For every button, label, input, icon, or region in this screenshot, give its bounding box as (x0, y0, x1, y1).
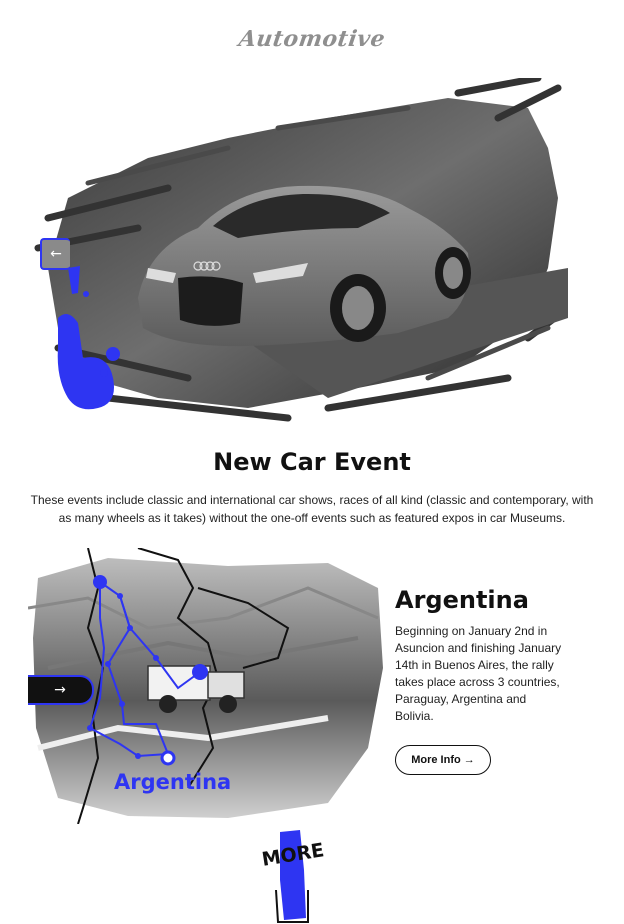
country-title: Argentina (395, 586, 529, 614)
arrow-right-icon: → (54, 682, 66, 698)
more-info-button[interactable]: More Info → (395, 745, 491, 775)
route-map (28, 548, 388, 824)
route-next-button[interactable] (28, 675, 94, 705)
map-country-label: Argentina (114, 770, 232, 794)
hero-prev-button[interactable] (40, 238, 70, 270)
country-description: Beginning on January 2nd in Asuncion and finishing January 14th in Buenos Aires, the rally takes place across 3 countries, Paraguay, Argentina and Bolivia. (395, 624, 562, 723)
section-title: New Car Event (213, 448, 411, 476)
more-button[interactable] (256, 830, 328, 924)
logo[interactable]: Automotive (237, 26, 387, 52)
arrow-left-icon: ← (50, 246, 62, 262)
more-label: MORE (260, 839, 326, 871)
hero-banner (28, 78, 568, 428)
section-description: These events include classic and international car shows, races of all kind (classic and contemporary, with as many wheels as it takes) without the one-off events such as featured expos in car Museums. (30, 493, 594, 525)
car-photo (28, 78, 568, 428)
